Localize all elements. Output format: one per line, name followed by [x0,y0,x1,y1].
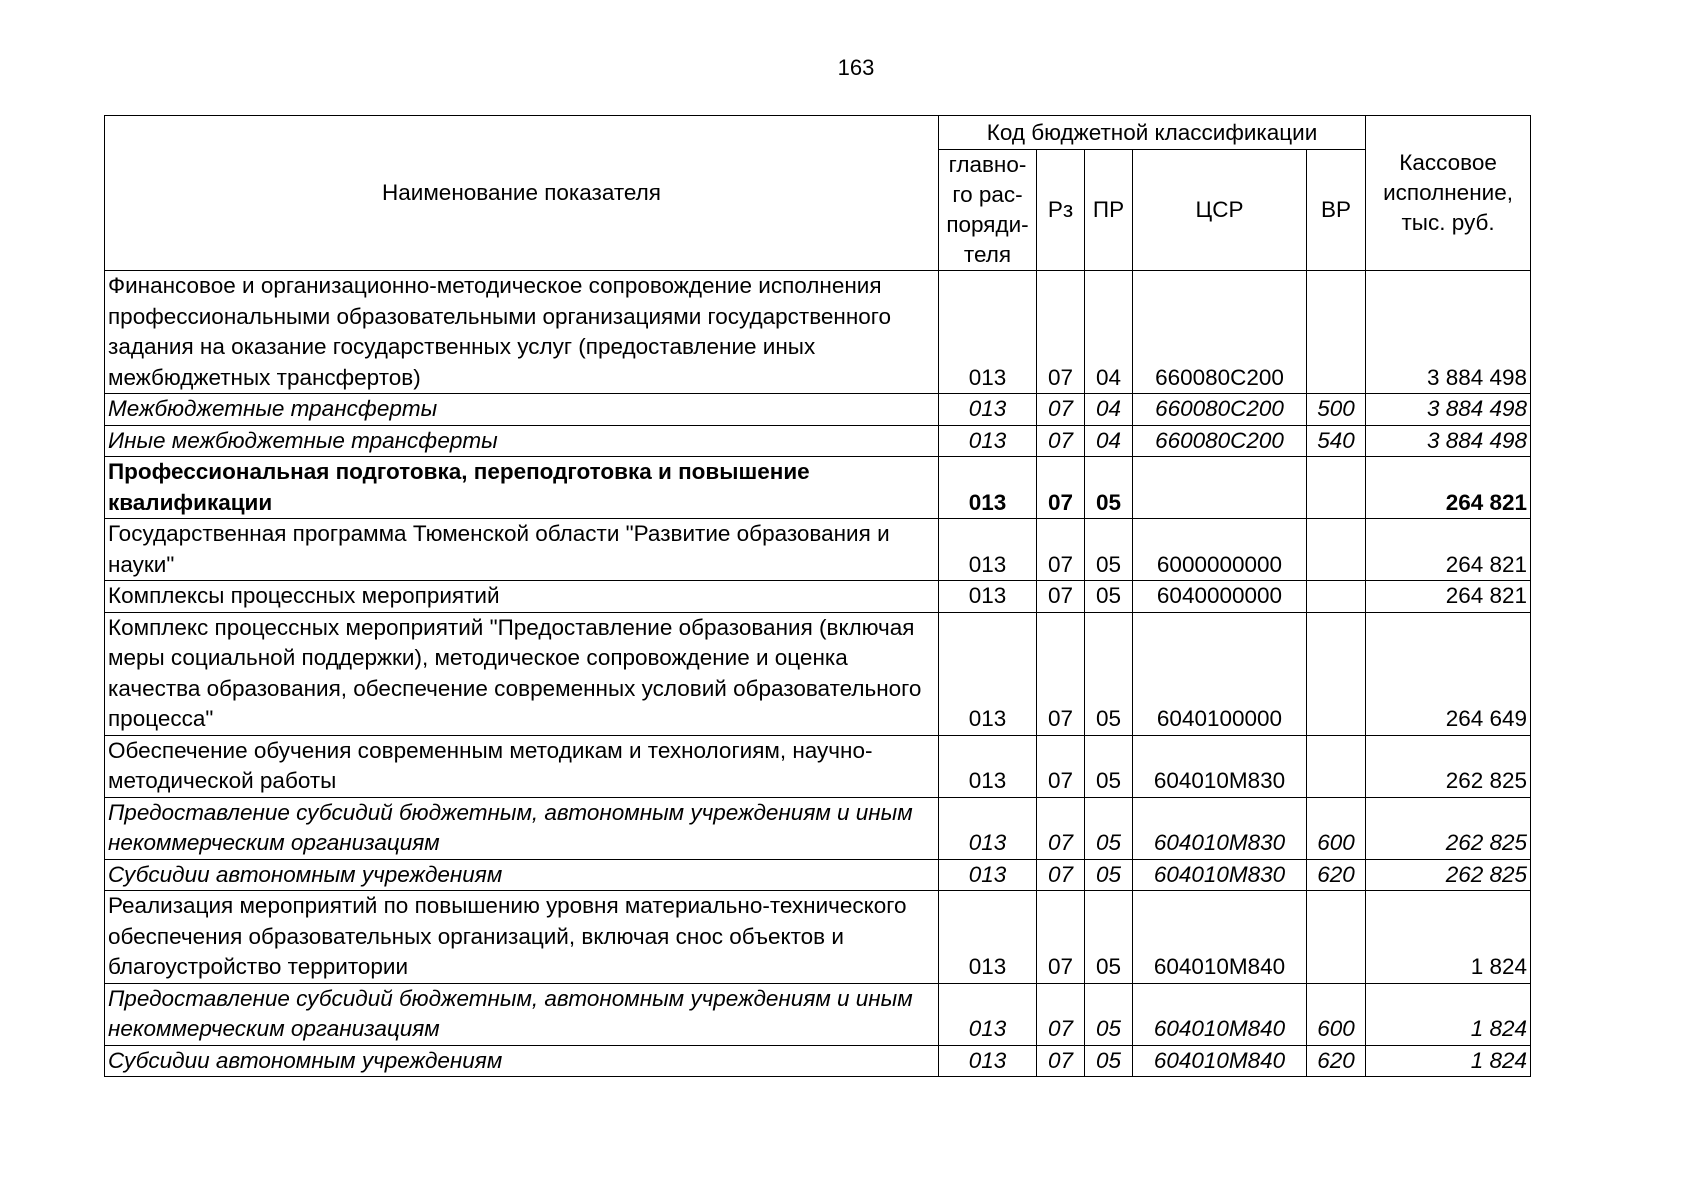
table-row [105,983,1531,1045]
table-row [105,1045,1531,1077]
row-csr: 6040100000 [1133,612,1307,735]
row-pr: 05 [1085,735,1133,797]
row-rz: 07 [1037,581,1085,613]
row-gr: 013 [939,735,1037,797]
row-vr [1307,612,1366,735]
row-vr: 540 [1307,425,1366,457]
row-gr: 013 [939,983,1037,1045]
table-row [105,425,1531,457]
row-name: Финансовое и организационно-методическое сопровождение исполнения профессиональными образовательными организациями государственного задания на оказание государственных услуг (предоставление иных межбюджетных трансфертов) [105,271,939,394]
row-rz: 07 [1037,1045,1085,1077]
row-sum: 262 825 [1366,797,1531,859]
row-pr: 05 [1085,797,1133,859]
row-sum: 3 884 498 [1366,394,1531,426]
row-rz: 07 [1037,891,1085,984]
row-csr: 660080С200 [1133,271,1307,394]
table-row [105,457,1531,519]
row-pr: 05 [1085,612,1133,735]
row-name: Профессиональная подготовка, переподготовка и повышение квалификации [105,457,939,519]
row-name: Межбюджетные трансферты [105,394,939,426]
table-body [105,271,1531,1077]
row-pr: 05 [1085,581,1133,613]
row-pr: 05 [1085,457,1133,519]
row-vr [1307,581,1366,613]
row-pr: 05 [1085,1045,1133,1077]
row-csr [1133,457,1307,519]
header-rz: Рз [1037,150,1085,271]
row-vr: 600 [1307,983,1366,1045]
header-gr: главно-го рас-поряди-теля [939,150,1037,271]
row-sum: 264 821 [1366,457,1531,519]
row-name: Комплекс процессных мероприятий "Предоставление образования (включая меры социальной поддержки), методическое сопровождение и оценка качества образования, обеспечение современных условий образовательного процесса" [105,612,939,735]
row-name: Реализация мероприятий по повышению уровня материально-технического обеспечения образовательных организаций, включая снос объектов и благоустройство территории [105,891,939,984]
row-name: Иные межбюджетные трансферты [105,425,939,457]
row-csr: 604010М840 [1133,983,1307,1045]
row-pr: 05 [1085,859,1133,891]
row-csr: 604010М840 [1133,1045,1307,1077]
row-rz: 07 [1037,271,1085,394]
row-gr: 013 [939,612,1037,735]
table-row [105,797,1531,859]
table-row [105,612,1531,735]
row-name: Комплексы процессных мероприятий [105,581,939,613]
row-sum: 264 649 [1366,612,1531,735]
header-vr: ВР [1307,150,1366,271]
row-rz: 07 [1037,519,1085,581]
row-gr: 013 [939,1045,1037,1077]
row-sum: 264 821 [1366,581,1531,613]
table-header [105,116,1531,271]
header-csr: ЦСР [1133,150,1307,271]
row-gr: 013 [939,581,1037,613]
row-gr: 013 [939,519,1037,581]
row-csr: 6040000000 [1133,581,1307,613]
budget-table [104,115,1531,1077]
row-vr: 500 [1307,394,1366,426]
row-sum: 1 824 [1366,891,1531,984]
row-gr: 013 [939,457,1037,519]
row-rz: 07 [1037,457,1085,519]
row-pr: 04 [1085,425,1133,457]
page-number: 163 [837,55,875,80]
row-gr: 013 [939,394,1037,426]
row-gr: 013 [939,271,1037,394]
row-pr: 05 [1085,519,1133,581]
row-sum: 1 824 [1366,983,1531,1045]
table-row [105,394,1531,426]
row-rz: 07 [1037,425,1085,457]
row-csr: 604010М840 [1133,891,1307,984]
row-sum: 3 884 498 [1366,425,1531,457]
row-pr: 05 [1085,891,1133,984]
row-vr: 620 [1307,1045,1366,1077]
header-group: Код бюджетной классификации [939,116,1366,150]
row-csr: 604010М830 [1133,735,1307,797]
row-rz: 07 [1037,797,1085,859]
row-pr: 04 [1085,271,1133,394]
table-row [105,735,1531,797]
row-name: Субсидии автономным учреждениям [105,859,939,891]
table-row [105,519,1531,581]
row-vr [1307,519,1366,581]
row-gr: 013 [939,859,1037,891]
header-name: Наименование показателя [105,116,939,271]
row-sum: 1 824 [1366,1045,1531,1077]
row-vr [1307,735,1366,797]
row-rz: 07 [1037,859,1085,891]
row-rz: 07 [1037,983,1085,1045]
header-pr: ПР [1085,150,1133,271]
row-name: Субсидии автономным учреждениям [105,1045,939,1077]
row-csr: 660080С200 [1133,425,1307,457]
row-rz: 07 [1037,612,1085,735]
table-row [105,859,1531,891]
table-row [105,581,1531,613]
row-name: Обеспечение обучения современным методикам и технологиям, научно-методической работы [105,735,939,797]
row-gr: 013 [939,891,1037,984]
row-csr: 604010М830 [1133,797,1307,859]
row-name: Предоставление субсидий бюджетным, автономным учреждениям и иным некоммерческим организациям [105,983,939,1045]
row-rz: 07 [1037,735,1085,797]
row-sum: 262 825 [1366,859,1531,891]
row-gr: 013 [939,797,1037,859]
row-vr: 620 [1307,859,1366,891]
row-name: Предоставление субсидий бюджетным, автономным учреждениям и иным некоммерческим организациям [105,797,939,859]
table-row [105,891,1531,984]
header-sum: Кассовое исполнение, тыс. руб. [1366,116,1531,271]
row-rz: 07 [1037,394,1085,426]
row-vr [1307,457,1366,519]
row-csr: 6000000000 [1133,519,1307,581]
row-sum: 262 825 [1366,735,1531,797]
row-sum: 3 884 498 [1366,271,1531,394]
row-csr: 660080С200 [1133,394,1307,426]
row-csr: 604010М830 [1133,859,1307,891]
table-row [105,271,1531,394]
row-vr: 600 [1307,797,1366,859]
row-name: Государственная программа Тюменской области "Развитие образования и науки" [105,519,939,581]
row-gr: 013 [939,425,1037,457]
row-vr [1307,891,1366,984]
row-vr [1307,271,1366,394]
row-pr: 05 [1085,983,1133,1045]
row-sum: 264 821 [1366,519,1531,581]
row-pr: 04 [1085,394,1133,426]
